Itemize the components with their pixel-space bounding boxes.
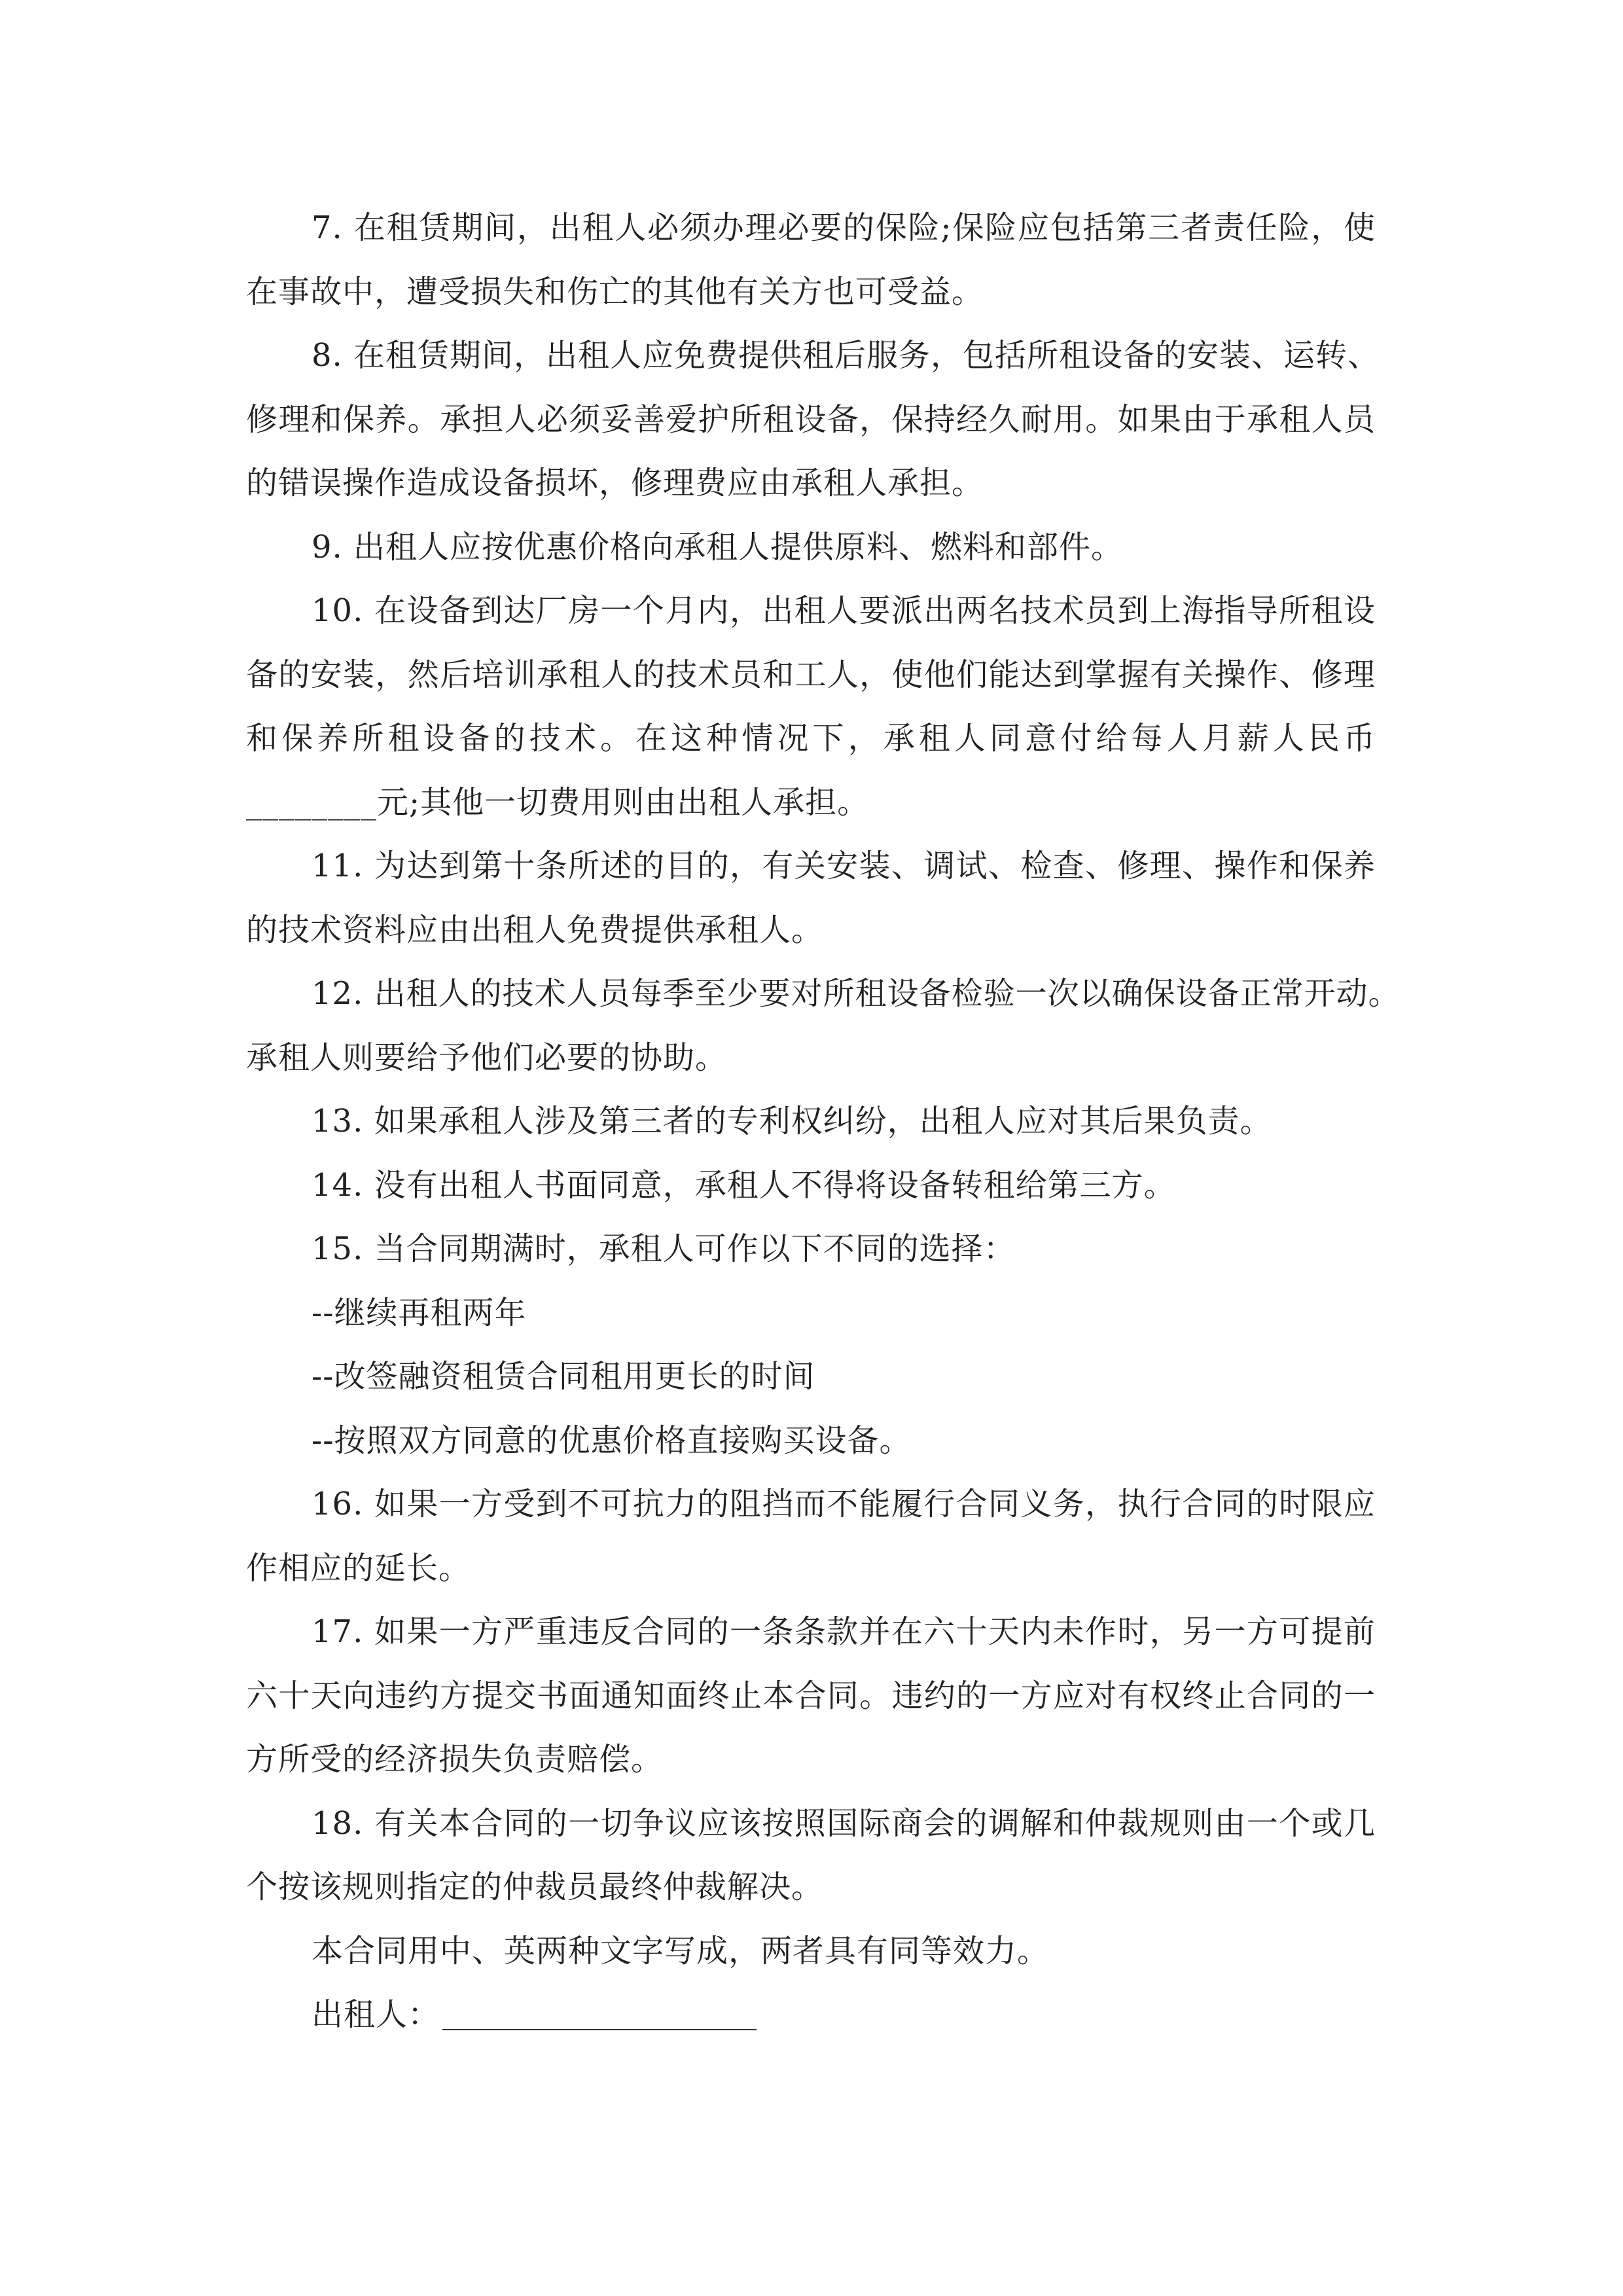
clause-17 bbox=[246, 1600, 1376, 1792]
clause-line: 和保养所租设备的技术。在这种情况下，承租人同意付给每人月薪人民币 bbox=[246, 720, 1376, 757]
clause-15 bbox=[246, 1217, 1376, 1282]
clause-line: 16. 如果一方受到不可抗力的阻挡而不能履行合同义务，执行合同的时限应 bbox=[312, 1486, 1376, 1522]
clause-11 bbox=[246, 834, 1376, 962]
clause-line: 方所受的经济损失负责赔偿。 bbox=[246, 1741, 664, 1778]
clause-9 bbox=[246, 516, 1376, 580]
clause-line: 作相应的延长。 bbox=[246, 1549, 471, 1587]
clause-line: 8. 在租赁期间，出租人应免费提供租后服务，包括所租设备的安装、运转、 bbox=[312, 337, 1380, 374]
clause-10 bbox=[246, 579, 1376, 834]
lessor-signature bbox=[246, 1983, 1376, 2047]
clause-line: 17. 如果一方严重违反合同的一条条款并在六十天内未作时，另一方可提前 bbox=[312, 1613, 1376, 1650]
clause-line: 的错误操作造成设备损坏，修理费应由承租人承担。 bbox=[246, 465, 984, 501]
clause-line: 11. 为达到第十条所述的目的，有关安装、调试、检查、修理、操作和保养 bbox=[312, 848, 1376, 884]
clause-line: ________元;其他一切费用则由出租人承担。 bbox=[246, 783, 870, 821]
clause-7 bbox=[246, 196, 1376, 324]
clause-13 bbox=[246, 1090, 1376, 1154]
option-purchase bbox=[246, 1409, 1376, 1473]
option-finance-lease bbox=[246, 1345, 1376, 1409]
clause-line: 的技术资料应由出租人免费提供承租人。 bbox=[246, 911, 824, 948]
clause-line: 承租人则要给予他们必要的协助。 bbox=[246, 1039, 728, 1076]
option-line: --改签融资租赁合同租用更长的时间 bbox=[312, 1358, 815, 1395]
clause-line: 15. 当合同期满时，承租人可作以下不同的选择： bbox=[312, 1230, 1016, 1267]
clause-line: 本合同用中、英两种文字写成，两者具有同等效力。 bbox=[312, 1932, 1050, 1969]
lessor-label: 出租人： bbox=[312, 1996, 440, 2033]
clause-line: 9. 出租人应按优惠价格向承租人提供原料、燃料和部件。 bbox=[312, 528, 1124, 565]
clause-line: 18. 有关本合同的一切争议应该按照国际商会的调解和仲裁规则由一个或几 bbox=[312, 1804, 1376, 1842]
clause-12 bbox=[246, 962, 1400, 1090]
option-line: --继续再租两年 bbox=[312, 1294, 527, 1331]
clause-line: 修理和保养。承担人必须妥善爱护所租设备，保持经久耐用。如果由于承租人员 bbox=[246, 401, 1376, 438]
clause-line: 10. 在设备到达厂房一个月内，出租人要派出两名技术员到上海指导所租设 bbox=[312, 592, 1376, 629]
clause-line: 13. 如果承租人涉及第三者的专利权纠纷，出租人应对其后果负责。 bbox=[312, 1103, 1272, 1139]
clause-8 bbox=[246, 324, 1380, 516]
clause-line: 备的安装，然后培训承租人的技术员和工人，使他们能达到掌握有关操作、修理 bbox=[246, 656, 1376, 693]
clause-line: 个按该规则指定的仲裁员最终仲裁解决。 bbox=[246, 1869, 824, 1905]
language-clause bbox=[246, 1920, 1376, 1984]
clause-14 bbox=[246, 1154, 1376, 1218]
clause-16 bbox=[246, 1473, 1376, 1600]
option-renew bbox=[246, 1282, 1376, 1346]
option-line: --按照双方同意的优惠价格直接购买设备。 bbox=[312, 1422, 912, 1459]
clause-line: 7. 在租赁期间，出租人必须办理必要的保险;保险应包括第三者责任险，使 bbox=[312, 209, 1376, 246]
clause-line: 在事故中，遭受损失和伤亡的其他有关方也可受益。 bbox=[246, 273, 984, 310]
lessor-signature-line bbox=[442, 1996, 757, 2030]
clause-18 bbox=[246, 1792, 1376, 1920]
clause-line: 14. 没有出租人书面同意，承租人不得将设备转租给第三方。 bbox=[312, 1166, 1176, 1204]
clause-line: 六十天向违约方提交书面通知面终止本合同。违约的一方应对有权终止合同的一 bbox=[246, 1677, 1376, 1714]
clause-line: 12. 出租人的技术人员每季至少要对所租设备检验一次以确保设备正常开动。 bbox=[312, 975, 1400, 1012]
contract-body bbox=[246, 196, 1400, 2047]
